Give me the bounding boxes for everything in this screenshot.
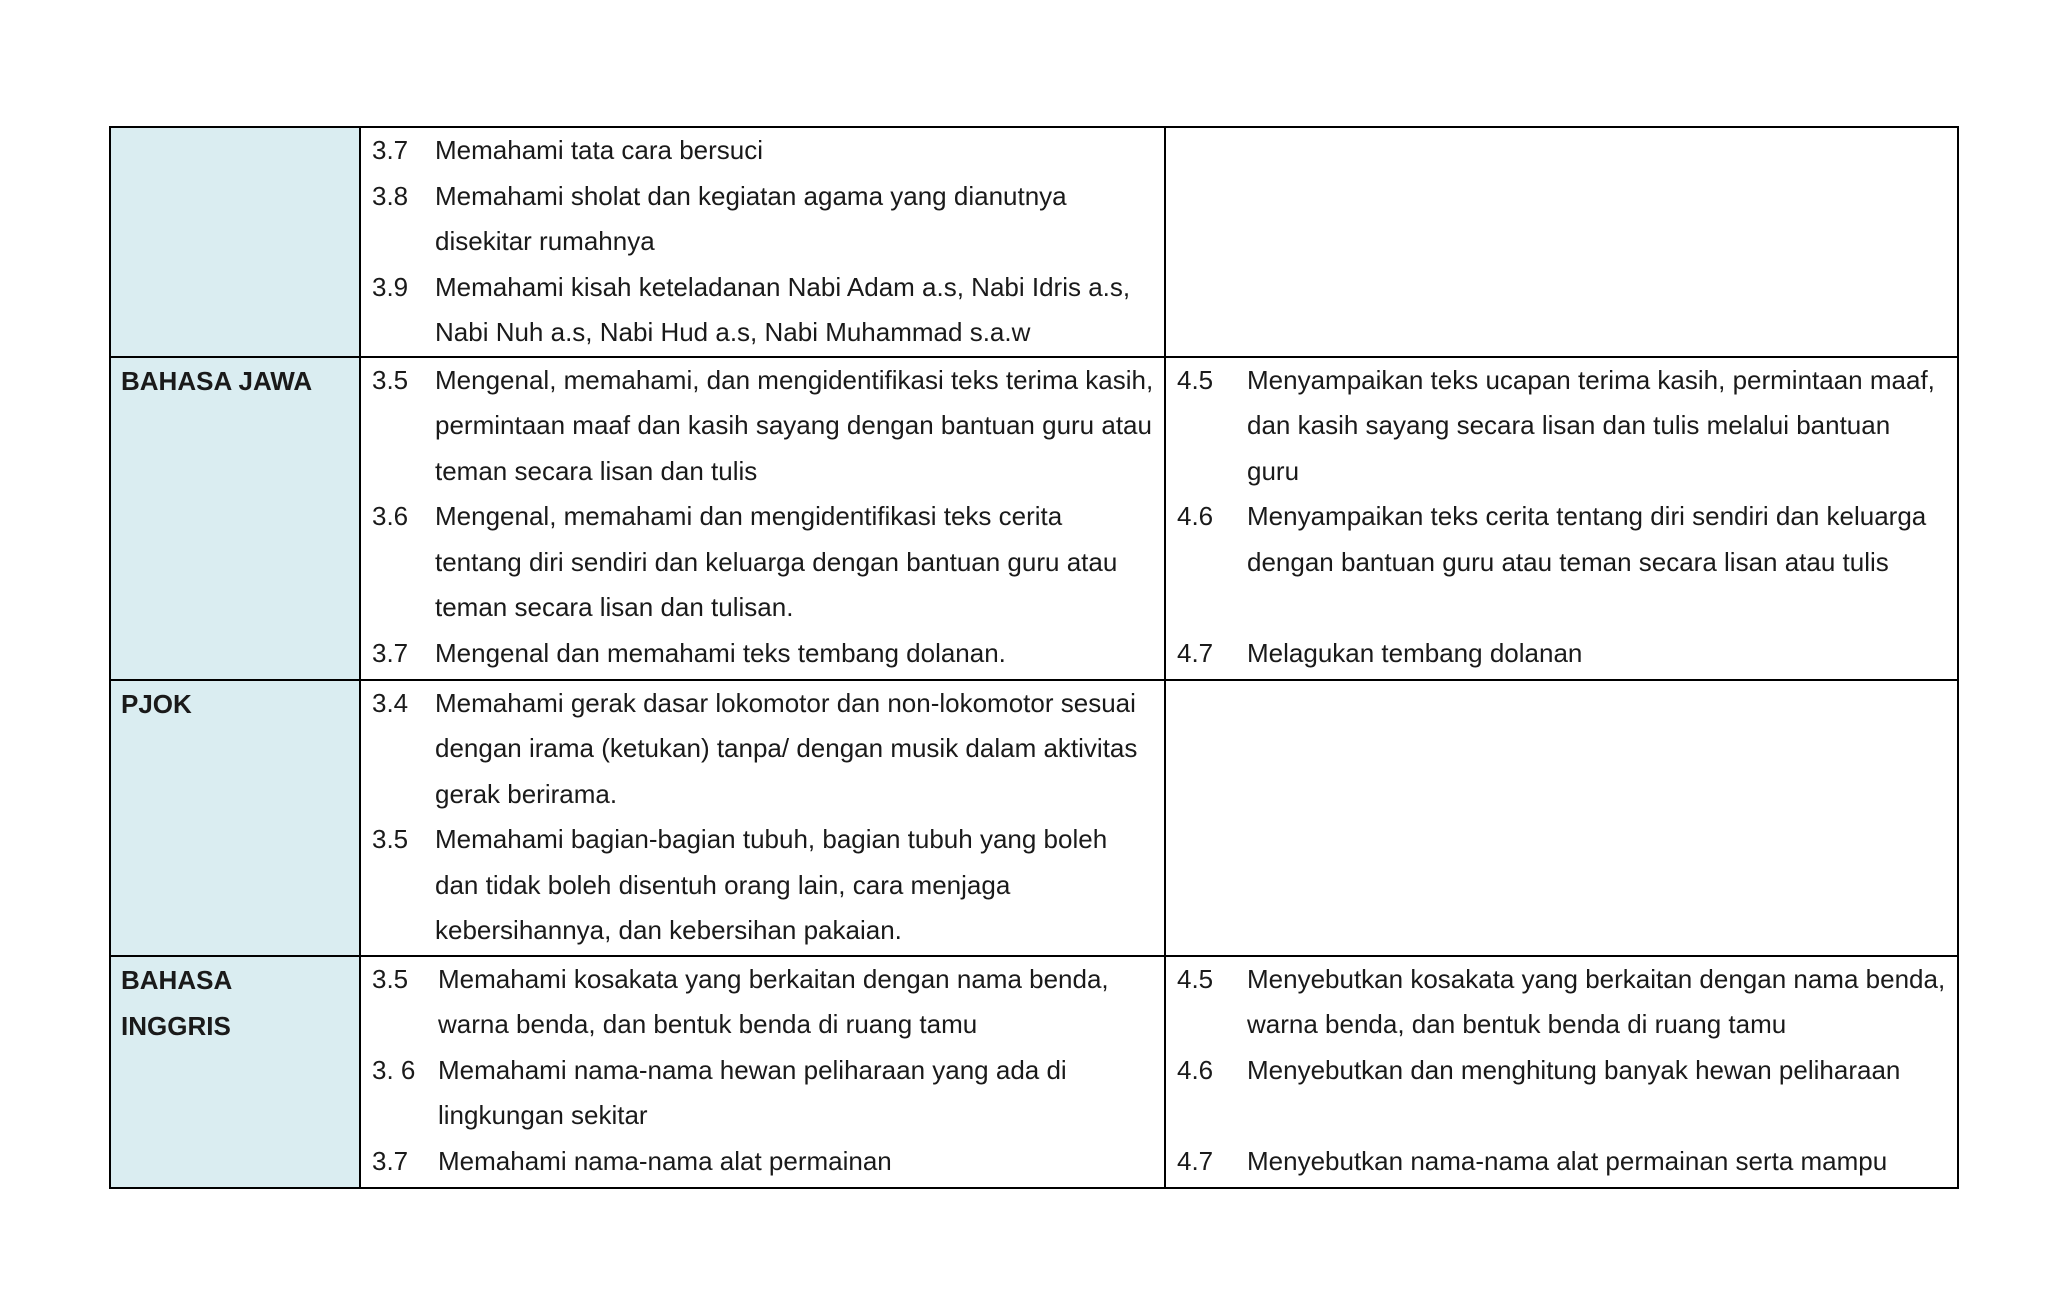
competency-item — [372, 957, 1156, 1048]
item-number: 4.5 — [1177, 364, 1214, 395]
subject-cell: BAHASA JAWA — [110, 357, 360, 680]
item-text: Memahami kosakata yang berkaitan dengan nama benda, warna benda, dan bentuk benda di ruang tamu — [438, 963, 1109, 1039]
subject-cell: BAHASA INGGRIS — [110, 956, 360, 1188]
competency-item — [372, 174, 1156, 265]
item-number: 4.7 — [1177, 638, 1214, 668]
item-number: 3.5 — [372, 364, 409, 395]
item-number: 3.5 — [372, 824, 409, 854]
ki4-cell — [1165, 357, 1958, 680]
competency-item — [372, 631, 1156, 677]
subject-cell — [110, 127, 360, 357]
item-number: 3.7 — [372, 637, 409, 668]
item-text: Memahami gerak dasar lokomotor dan non-lokomotor sesuai dengan irama (ketukan) tanpa/ dengan musik dalam aktivitas gerak berirama. — [435, 687, 1138, 809]
item-number: 4.5 — [1177, 963, 1214, 994]
item-text: Memahami tata cara bersuci — [435, 135, 764, 165]
item-number: 4.6 — [1177, 501, 1214, 531]
table-row — [110, 357, 1958, 680]
competency-item — [372, 265, 1156, 356]
ki3-cell — [360, 357, 1165, 680]
competency-table — [109, 126, 1959, 1189]
item-text: Memahami nama-nama alat permainan — [438, 1145, 892, 1176]
item-text: Memahami sholat dan kegiatan agama yang dianutnya disekitar rumahnya — [435, 180, 1067, 256]
spacer — [1177, 1093, 1949, 1139]
competency-item — [1177, 1048, 1949, 1094]
item-text: Mengenal dan memahami teks tembang dolanan. — [435, 637, 1006, 668]
competency-item — [372, 817, 1156, 954]
item-text: Memahami bagian-bagian tubuh, bagian tubuh yang boleh dan tidak boleh disentuh orang lain, cara menjaga kebersihannya, dan kebersihan pakaian. — [435, 824, 1108, 945]
item-number: 3.5 — [372, 963, 409, 994]
competency-item — [372, 1048, 1156, 1139]
item-number: 4.6 — [1177, 1054, 1214, 1085]
spacer — [1177, 585, 1949, 631]
item-number: 3.6 — [372, 501, 409, 531]
subject-cell: PJOK — [110, 680, 360, 956]
item-number: 3.9 — [372, 271, 409, 302]
competency-item — [1177, 1139, 1949, 1185]
ki4-cell — [1165, 956, 1958, 1188]
item-text: Mengenal, memahami, dan mengidentifikasi teks terima kasih, permintaan maaf dan kasih sayang dengan bantuan guru atau teman secara lisan dan tulis — [435, 364, 1154, 486]
item-text: Menyebutkan kosakata yang berkaitan dengan nama benda, warna benda, dan bentuk benda di ruang tamu — [1247, 963, 1946, 1039]
item-number: 3.4 — [372, 687, 409, 718]
competency-item — [372, 358, 1156, 495]
item-text: Memahami nama-nama hewan peliharaan yang ada di lingkungan sekitar — [438, 1054, 1067, 1130]
item-number: 3.7 — [372, 1145, 409, 1176]
competency-item — [372, 1139, 1156, 1185]
table-row — [110, 680, 1958, 956]
table-row — [110, 127, 1958, 357]
ki4-cell — [1165, 127, 1958, 357]
table-row — [110, 956, 1958, 1188]
competency-item — [372, 494, 1156, 631]
item-text: Memahami kisah keteladanan Nabi Adam a.s, Nabi Idris a.s, Nabi Nuh a.s, Nabi Hud a.s, Nabi Muhammad s.a.w — [435, 271, 1131, 347]
competency-item — [1177, 957, 1949, 1048]
item-number: 4.7 — [1177, 1146, 1214, 1176]
item-number: 3.7 — [372, 135, 409, 165]
competency-item — [1177, 494, 1949, 585]
item-text: Menyebutkan dan menghitung banyak hewan peliharaan — [1247, 1054, 1901, 1085]
competency-item — [1177, 631, 1949, 677]
ki3-cell — [360, 680, 1165, 956]
item-text: Mengenal, memahami dan mengidentifikasi teks cerita tentang diri sendiri dan keluarga dengan bantuan guru atau teman secara lisan dan tulisan. — [435, 501, 1118, 622]
item-text: Menyebutkan nama-nama alat permainan serta mampu — [1247, 1146, 1888, 1176]
item-number: 3.8 — [372, 180, 409, 211]
ki3-cell — [360, 127, 1165, 357]
ki4-cell — [1165, 680, 1958, 956]
item-text: Menyampaikan teks ucapan terima kasih, permintaan maaf, dan kasih sayang secara lisan dan tulis melalui bantuan guru — [1247, 364, 1935, 486]
competency-item — [1177, 358, 1949, 495]
competency-item — [372, 128, 1156, 174]
item-text: Menyampaikan teks cerita tentang diri sendiri dan keluarga dengan bantuan guru atau teman secara lisan atau tulis — [1247, 501, 1927, 577]
item-number: 3. 6 — [372, 1054, 416, 1085]
ki3-cell — [360, 956, 1165, 1188]
item-text: Melagukan tembang dolanan — [1247, 638, 1583, 668]
competency-item — [372, 681, 1156, 818]
